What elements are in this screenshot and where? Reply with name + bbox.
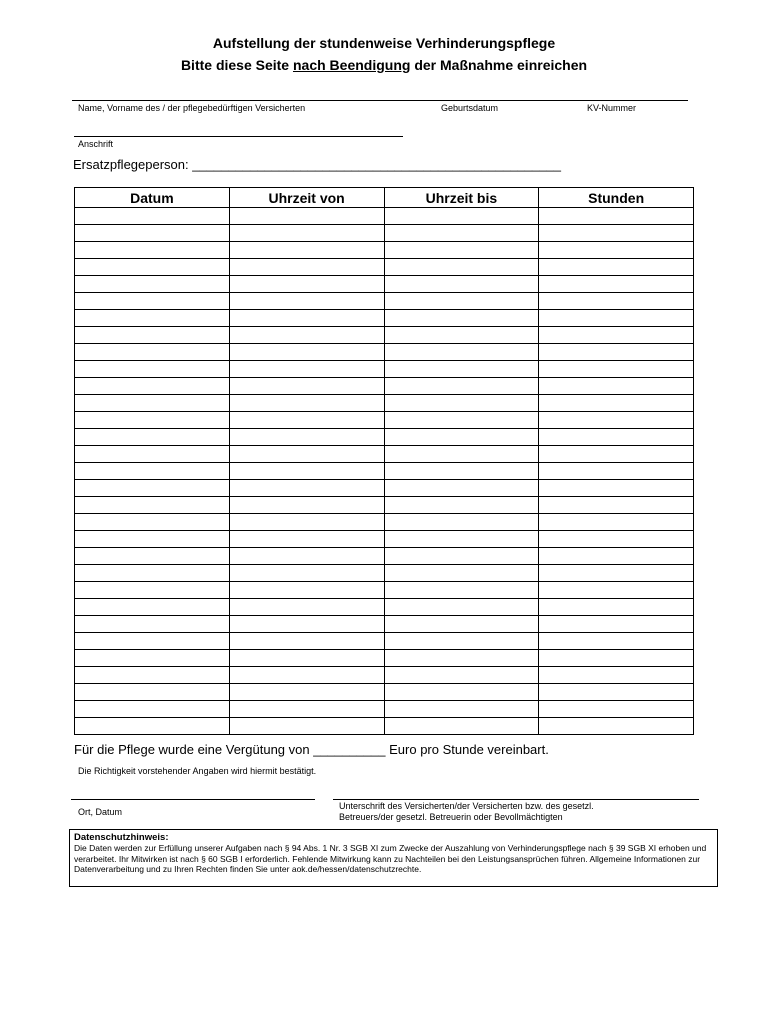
time-to-cell[interactable] [384,378,539,395]
time-from-cell[interactable] [229,616,384,633]
table-row [75,327,694,344]
table-row [75,633,694,650]
date-cell[interactable] [75,548,230,565]
time-from-cell[interactable] [229,548,384,565]
date-cell[interactable] [75,344,230,361]
time-from-cell[interactable] [229,582,384,599]
time-to-cell[interactable] [384,718,539,735]
date-cell[interactable] [75,718,230,735]
column-header-time-from: Uhrzeit von [229,188,384,208]
subtitle-suffix: der Maßnahme einreichen [410,57,588,73]
privacy-text: Die Daten werden zur Erfüllung unserer Aufgaben nach § 94 Abs. 1 Nr. 3 SGB XI zum Zwecke der Auszahlung von Verhinderungspflege nach § 39 SGB XI erhoben und verarbeitet. Ihr Mitwirken ist nach § 60 SGB I erforderlich. Fehlende Mitwirkung kann zu Nachteilen bei den Leistungsansprüchen führen. Allgemeine Informationen zur Datenverarbeitung und zu Ihren Rechten finden Sie unter aok.de/hessen/datenschutzrechte. [74,843,707,874]
date-cell[interactable] [75,463,230,480]
date-cell[interactable] [75,701,230,718]
time-to-cell[interactable] [384,293,539,310]
column-header-hours: Stunden [539,188,694,208]
table-row [75,667,694,684]
place-date-line[interactable] [71,799,315,800]
table-row [75,259,694,276]
hours-cell[interactable] [539,480,694,497]
time-to-cell[interactable] [384,259,539,276]
time-to-cell[interactable] [384,412,539,429]
hours-cell[interactable] [539,225,694,242]
table-row [75,225,694,242]
date-cell[interactable] [75,378,230,395]
time-from-cell[interactable] [229,412,384,429]
hours-cell[interactable] [539,684,694,701]
time-from-cell[interactable] [229,684,384,701]
hours-cell[interactable] [539,633,694,650]
time-to-cell[interactable] [384,616,539,633]
time-to-cell[interactable] [384,701,539,718]
privacy-notice-box [69,829,718,887]
time-to-cell[interactable] [384,225,539,242]
hours-cell[interactable] [539,344,694,361]
hours-cell[interactable] [539,514,694,531]
hours-cell[interactable] [539,667,694,684]
time-from-cell[interactable] [229,225,384,242]
insured-name-label: Name, Vorname des / der pflegebedürftigen Versicherten [78,103,306,113]
hours-cell[interactable] [539,378,694,395]
time-from-cell[interactable] [229,565,384,582]
date-cell[interactable] [75,327,230,344]
date-cell[interactable] [75,599,230,616]
time-to-cell[interactable] [384,650,539,667]
time-from-cell[interactable] [229,463,384,480]
table-row [75,208,694,225]
address-label: Anschrift [78,139,114,149]
hours-cell[interactable] [539,446,694,463]
time-to-cell[interactable] [384,327,539,344]
time-from-cell[interactable] [229,667,384,684]
hours-cell[interactable] [539,497,694,514]
date-cell[interactable] [75,582,230,599]
hours-cell[interactable] [539,463,694,480]
table-row [75,412,694,429]
hours-cell[interactable] [539,361,694,378]
time-to-cell[interactable] [384,565,539,582]
date-cell[interactable] [75,259,230,276]
date-cell[interactable] [75,565,230,582]
table-row [75,480,694,497]
subtitle-prefix: Bitte diese Seite [180,57,293,73]
table-header-row [75,188,694,208]
time-from-cell[interactable] [229,633,384,650]
table-row [75,395,694,412]
date-cell[interactable] [75,225,230,242]
time-to-cell[interactable] [384,548,539,565]
hours-table [74,187,694,735]
time-from-cell[interactable] [229,259,384,276]
date-cell[interactable] [75,208,230,225]
table-row [75,293,694,310]
date-cell[interactable] [75,310,230,327]
time-to-cell[interactable] [384,667,539,684]
time-to-cell[interactable] [384,582,539,599]
date-cell[interactable] [75,667,230,684]
table-row [75,463,694,480]
hours-cell[interactable] [539,327,694,344]
time-to-cell[interactable] [384,276,539,293]
caregiver-field[interactable]: Ersatzpflegeperson: ___________________________________________________ [73,157,561,172]
time-to-cell[interactable] [384,463,539,480]
table-row [75,531,694,548]
table-row [75,718,694,735]
date-cell[interactable] [75,361,230,378]
table-row [75,684,694,701]
signature-label-line2: Betreuers/der gesetzl. Betreuerin oder Bevollmächtigten [339,812,563,822]
table-row [75,276,694,293]
table-row [75,361,694,378]
compensation-text[interactable]: Für die Pflege wurde eine Vergütung von __________ Euro pro Stunde vereinbart. [74,742,549,757]
time-from-cell[interactable] [229,310,384,327]
date-cell[interactable] [75,429,230,446]
table-row [75,616,694,633]
hours-cell[interactable] [539,616,694,633]
hours-cell[interactable] [539,650,694,667]
time-to-cell[interactable] [384,480,539,497]
table-row [75,514,694,531]
time-from-cell[interactable] [229,395,384,412]
hours-cell[interactable] [539,599,694,616]
hours-cell[interactable] [539,565,694,582]
signature-label-line1: Unterschrift des Versicherten/der Versicherten bzw. des gesetzl. [339,801,594,811]
table-row [75,548,694,565]
time-to-cell[interactable] [384,208,539,225]
hours-cell[interactable] [539,276,694,293]
time-to-cell[interactable] [384,684,539,701]
hours-cell[interactable] [539,208,694,225]
time-from-cell[interactable] [229,242,384,259]
time-from-cell[interactable] [229,208,384,225]
time-from-cell[interactable] [229,361,384,378]
table-row [75,599,694,616]
hours-cell[interactable] [539,718,694,735]
time-to-cell[interactable] [384,633,539,650]
column-header-time-to: Uhrzeit bis [384,188,539,208]
hours-cell[interactable] [539,293,694,310]
hours-cell[interactable] [539,531,694,548]
hours-cell[interactable] [539,582,694,599]
date-cell[interactable] [75,514,230,531]
time-from-cell[interactable] [229,497,384,514]
table-row [75,242,694,259]
time-to-cell[interactable] [384,429,539,446]
confirmation-text: Die Richtigkeit vorstehender Angaben wird hiermit bestätigt. [78,766,317,776]
page-subtitle [0,57,768,73]
time-to-cell[interactable] [384,242,539,259]
time-from-cell[interactable] [229,293,384,310]
date-cell[interactable] [75,446,230,463]
privacy-heading: Datenschutzhinweis: [74,832,169,843]
time-from-cell[interactable] [229,531,384,548]
time-to-cell[interactable] [384,310,539,327]
time-from-cell[interactable] [229,429,384,446]
subtitle-emphasis: nach Beendigung [292,57,411,73]
time-from-cell[interactable] [229,276,384,293]
hours-cell[interactable] [539,412,694,429]
table-row [75,344,694,361]
time-from-cell[interactable] [229,650,384,667]
time-from-cell[interactable] [229,599,384,616]
hours-cell[interactable] [539,310,694,327]
place-date-label: Ort, Datum [78,807,123,817]
date-cell[interactable] [75,412,230,429]
time-from-cell[interactable] [229,446,384,463]
time-to-cell[interactable] [384,514,539,531]
date-cell[interactable] [75,497,230,514]
table-row [75,446,694,463]
time-from-cell[interactable] [229,701,384,718]
time-to-cell[interactable] [384,599,539,616]
table-row [75,582,694,599]
hours-cell[interactable] [539,548,694,565]
address-line[interactable] [74,136,403,137]
time-to-cell[interactable] [384,531,539,548]
date-cell[interactable] [75,395,230,412]
time-from-cell[interactable] [229,378,384,395]
time-from-cell[interactable] [229,480,384,497]
table-row [75,565,694,582]
column-header-date: Datum [75,188,230,208]
table-row [75,650,694,667]
hours-cell[interactable] [539,701,694,718]
table-row [75,378,694,395]
time-to-cell[interactable] [384,446,539,463]
date-cell[interactable] [75,293,230,310]
time-from-cell[interactable] [229,327,384,344]
table-row [75,429,694,446]
time-from-cell[interactable] [229,718,384,735]
date-cell[interactable] [75,276,230,293]
insured-person-line[interactable] [72,100,688,101]
time-to-cell[interactable] [384,497,539,514]
date-cell[interactable] [75,684,230,701]
date-cell[interactable] [75,650,230,667]
date-cell[interactable] [75,242,230,259]
table-row [75,310,694,327]
date-cell[interactable] [75,480,230,497]
table-row [75,701,694,718]
kv-number-label: KV-Nummer [587,103,637,113]
hours-cell[interactable] [539,259,694,276]
time-to-cell[interactable] [384,361,539,378]
hours-cell[interactable] [539,242,694,259]
date-cell[interactable] [75,531,230,548]
time-from-cell[interactable] [229,514,384,531]
hours-cell[interactable] [539,429,694,446]
birthdate-label: Geburtsdatum [441,103,499,113]
signature-line[interactable] [333,799,699,800]
date-cell[interactable] [75,616,230,633]
table-row [75,497,694,514]
date-cell[interactable] [75,633,230,650]
hours-cell[interactable] [539,395,694,412]
time-to-cell[interactable] [384,395,539,412]
page-title: Aufstellung der stundenweise Verhinderungspflege [212,35,556,51]
time-to-cell[interactable] [384,344,539,361]
time-from-cell[interactable] [229,344,384,361]
